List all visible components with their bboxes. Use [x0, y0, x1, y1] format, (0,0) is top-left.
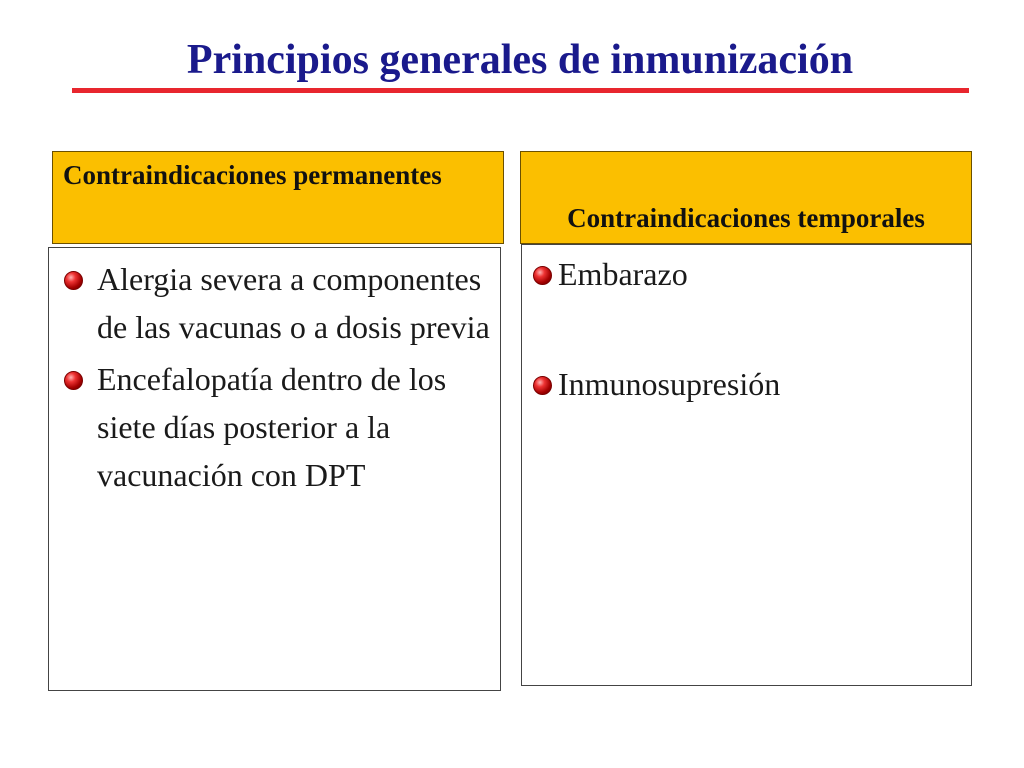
permanent-contraindications-list [60, 255, 500, 503]
header-permanent-label: Contraindicaciones permanentes [63, 160, 442, 190]
slide-title: Principios generales de inmunización [186, 37, 854, 83]
temporary-contraindications-list [532, 250, 962, 470]
list-item [532, 360, 962, 408]
list-item [60, 355, 500, 499]
title-underline [72, 88, 969, 93]
header-permanent-contraindications [52, 151, 504, 244]
bullet-icon [533, 376, 552, 395]
bullet-icon [64, 371, 83, 390]
list-item-text: Inmunosupresión [558, 366, 781, 402]
header-temporary-label: Contraindicaciones temporales [567, 203, 925, 233]
list-item [532, 250, 962, 298]
list-item [60, 255, 500, 351]
list-item-text: Encefalopatía dentro de los siete días posterior a la vacunación con DPT [97, 361, 447, 493]
bullet-icon [533, 266, 552, 285]
header-temporary-contraindications [520, 151, 972, 244]
list-item-text: Embarazo [558, 256, 688, 292]
bullet-icon [64, 271, 83, 290]
list-item-text: Alergia severa a componentes de las vacunas o a dosis previa [97, 261, 490, 345]
